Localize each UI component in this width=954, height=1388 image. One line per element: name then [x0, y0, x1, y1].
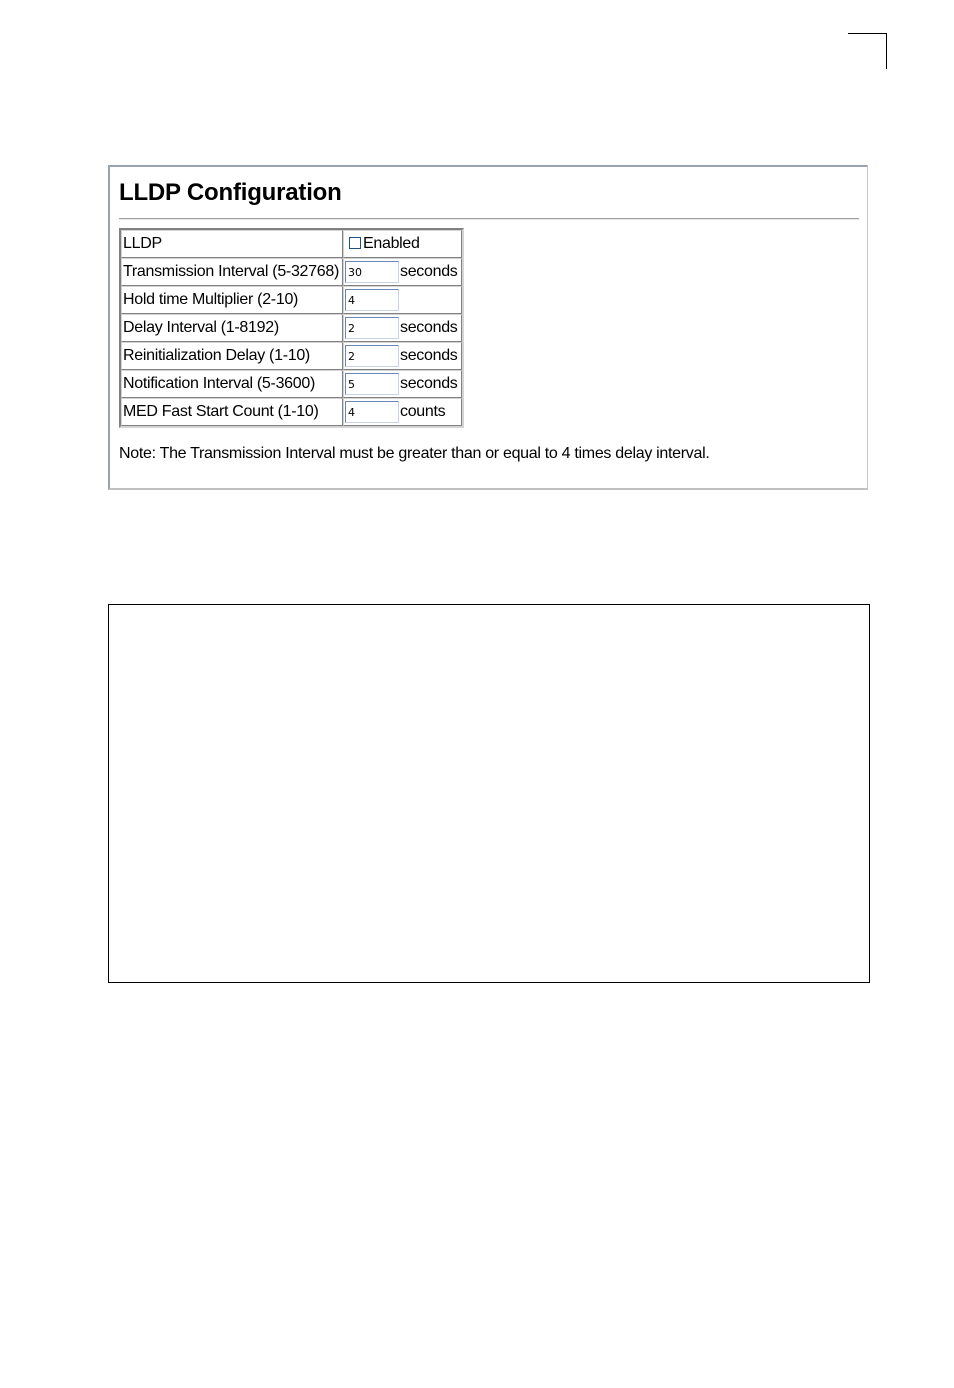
lldp-enabled-checkbox[interactable]	[349, 237, 361, 249]
delay-interval-unit: seconds	[400, 319, 458, 336]
page-corner-mark	[848, 33, 887, 69]
transmission-interval-cell	[343, 258, 462, 286]
transmission-interval-label: Transmission Interval (5-32768)	[121, 258, 343, 286]
med-fast-start-count-unit: counts	[400, 403, 446, 420]
delay-interval-label: Delay Interval (1-8192)	[121, 314, 343, 342]
hold-time-multiplier-cell	[343, 286, 462, 314]
notification-interval-label: Notification Interval (5-3600)	[121, 370, 343, 398]
table-row-transmission-interval	[121, 258, 462, 286]
lldp-config-table	[119, 228, 464, 428]
title-divider	[119, 218, 859, 220]
reinitialization-delay-cell	[343, 342, 462, 370]
notification-interval-cell	[343, 370, 462, 398]
page-title: LLDP Configuration	[119, 179, 342, 206]
delay-interval-input[interactable]	[345, 317, 399, 339]
lldp-configuration-panel	[108, 165, 868, 490]
transmission-interval-note: Note: The Transmission Interval must be greater than or equal to 4 times delay interval.	[119, 445, 710, 462]
lldp-label: LLDP	[121, 230, 343, 258]
delay-interval-cell	[343, 314, 462, 342]
hold-time-multiplier-input[interactable]	[345, 289, 399, 311]
table-row-lldp	[121, 230, 462, 258]
med-fast-start-count-label: MED Fast Start Count (1-10)	[121, 398, 343, 426]
notification-interval-input[interactable]	[345, 373, 399, 395]
reinitialization-delay-label: Reinitialization Delay (1-10)	[121, 342, 343, 370]
med-fast-start-count-cell	[343, 398, 462, 426]
table-row-delay-interval	[121, 314, 462, 342]
table-row-reinitialization-delay	[121, 342, 462, 370]
notification-interval-unit: seconds	[400, 375, 458, 392]
reinitialization-delay-unit: seconds	[400, 347, 458, 364]
med-fast-start-count-input[interactable]	[345, 401, 399, 423]
reinitialization-delay-input[interactable]	[345, 345, 399, 367]
empty-content-box	[108, 604, 870, 983]
transmission-interval-unit: seconds	[400, 263, 458, 280]
lldp-enabled-cell	[343, 230, 462, 258]
lldp-enabled-label: Enabled	[363, 235, 420, 252]
table-row-med-fast-start-count	[121, 398, 462, 426]
transmission-interval-input[interactable]	[345, 261, 399, 283]
table-row-notification-interval	[121, 370, 462, 398]
hold-time-multiplier-label: Hold time Multiplier (2-10)	[121, 286, 343, 314]
table-row-hold-time-multiplier	[121, 286, 462, 314]
